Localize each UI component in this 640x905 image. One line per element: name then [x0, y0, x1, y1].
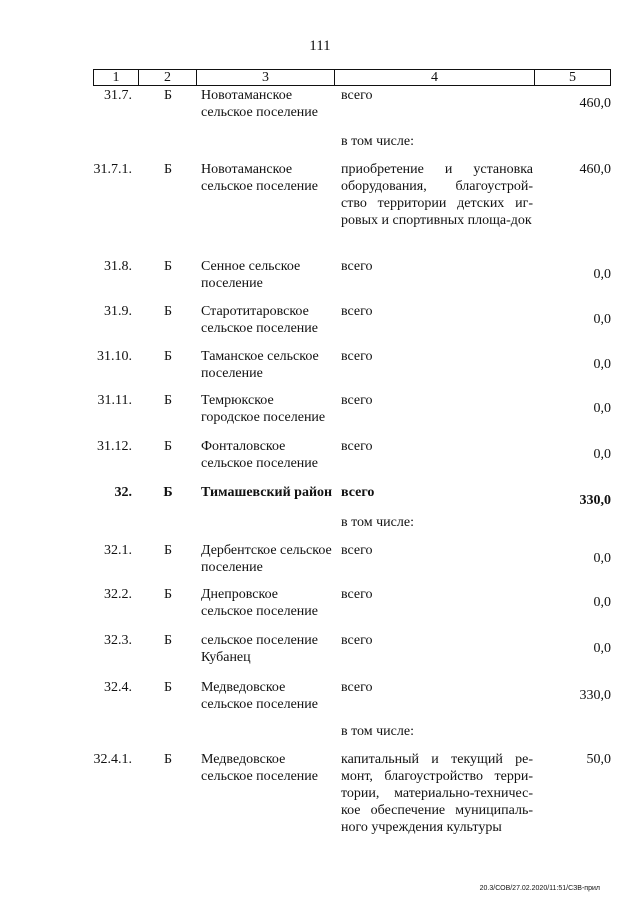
table-header [93, 69, 611, 86]
row-name: Сенное сельское поселение [201, 259, 301, 291]
row-category: Б [163, 439, 173, 454]
row-value: 330,0 [579, 493, 611, 508]
row-value: 0,0 [593, 551, 611, 566]
row-value: 0,0 [593, 641, 611, 656]
row-category: Б [163, 88, 173, 103]
row-number: 32. [114, 485, 132, 500]
row-description: всего [341, 633, 373, 648]
row-category: Б [163, 304, 173, 319]
row-name: Медведовское сельское поселение [201, 680, 318, 712]
row-description: всего [341, 439, 373, 454]
row-description: всего [341, 543, 373, 558]
row-value: 0,0 [593, 447, 611, 462]
row-number: 32.2. [104, 587, 132, 602]
including-label: в том числе: [341, 515, 414, 530]
row-description: приобретение и установка оборудования, благоустрой-ство территории детских иг-ровых и спортивных площа-док [341, 162, 533, 228]
header-col-4: 4 [335, 70, 535, 85]
row-value: 0,0 [593, 357, 611, 372]
row-name: Тимашевский район [201, 485, 333, 500]
row-number: 31.12. [97, 439, 132, 454]
row-name: Старотитаровское сельское поселение [201, 304, 318, 336]
row-value: 0,0 [593, 312, 611, 327]
row-category: Б [163, 162, 173, 177]
row-name: Днепровское сельское поселение [201, 587, 318, 619]
row-number: 32.3. [104, 633, 132, 648]
row-number: 31.8. [104, 259, 132, 274]
header-col-3: 3 [197, 70, 335, 85]
row-name: сельское поселение Кубанец [201, 633, 318, 665]
row-number: 32.4.1. [93, 752, 132, 767]
row-category: Б [163, 485, 173, 500]
row-value: 460,0 [579, 96, 611, 111]
row-category: Б [163, 259, 173, 274]
row-name: Медведовское сельское поселение [201, 752, 318, 784]
header-col-2: 2 [139, 70, 197, 85]
row-number: 32.4. [104, 680, 132, 695]
row-value: 330,0 [579, 688, 611, 703]
row-number: 31.7. [104, 88, 132, 103]
row-name: Новотаманское сельское поселение [201, 162, 318, 194]
row-value: 0,0 [593, 595, 611, 610]
row-description: всего [341, 88, 373, 103]
header-col-5: 5 [569, 70, 576, 85]
row-name: Новотаманское сельское поселение [201, 88, 318, 120]
row-name: Фонталовское сельское поселение [201, 439, 318, 471]
row-number: 31.10. [97, 349, 132, 364]
including-label: в том числе: [341, 134, 414, 149]
row-category: Б [163, 543, 173, 558]
row-number: 32.1. [104, 543, 132, 558]
row-category: Б [163, 587, 173, 602]
row-value: 460,0 [579, 162, 611, 177]
row-number: 31.9. [104, 304, 132, 319]
row-description: всего [341, 304, 373, 319]
row-value: 0,0 [593, 267, 611, 282]
row-category: Б [163, 680, 173, 695]
footer-code: 20.3/СОВ/27.02.2020/11:51/СЗВ-прил [479, 885, 600, 892]
row-description: капитальный и текущий ре-монт, благоустройство терри-тории, материально-техничес-кое обеспечение муниципаль-ного учреждения культуры [341, 752, 533, 835]
row-description: всего [341, 259, 373, 274]
row-value: 50,0 [586, 752, 611, 767]
row-name: Темрюкское городское поселение [201, 393, 326, 425]
row-name: Дербентское сельское поселение [201, 543, 332, 575]
row-value: 0,0 [593, 401, 611, 416]
page-number: 111 [309, 38, 331, 54]
row-description: всего [341, 680, 373, 695]
row-number: 31.7.1. [93, 162, 132, 177]
row-category: Б [163, 393, 173, 408]
row-description: всего [341, 349, 373, 364]
row-description: всего [341, 485, 375, 500]
header-col-1: 1 [94, 70, 139, 85]
row-description: всего [341, 393, 373, 408]
row-category: Б [163, 349, 173, 364]
row-name: Таманское сельское поселение [201, 349, 319, 381]
including-label: в том числе: [341, 724, 414, 739]
row-number: 31.11. [97, 393, 132, 408]
row-description: всего [341, 587, 373, 602]
row-category: Б [163, 633, 173, 648]
row-category: Б [163, 752, 173, 767]
